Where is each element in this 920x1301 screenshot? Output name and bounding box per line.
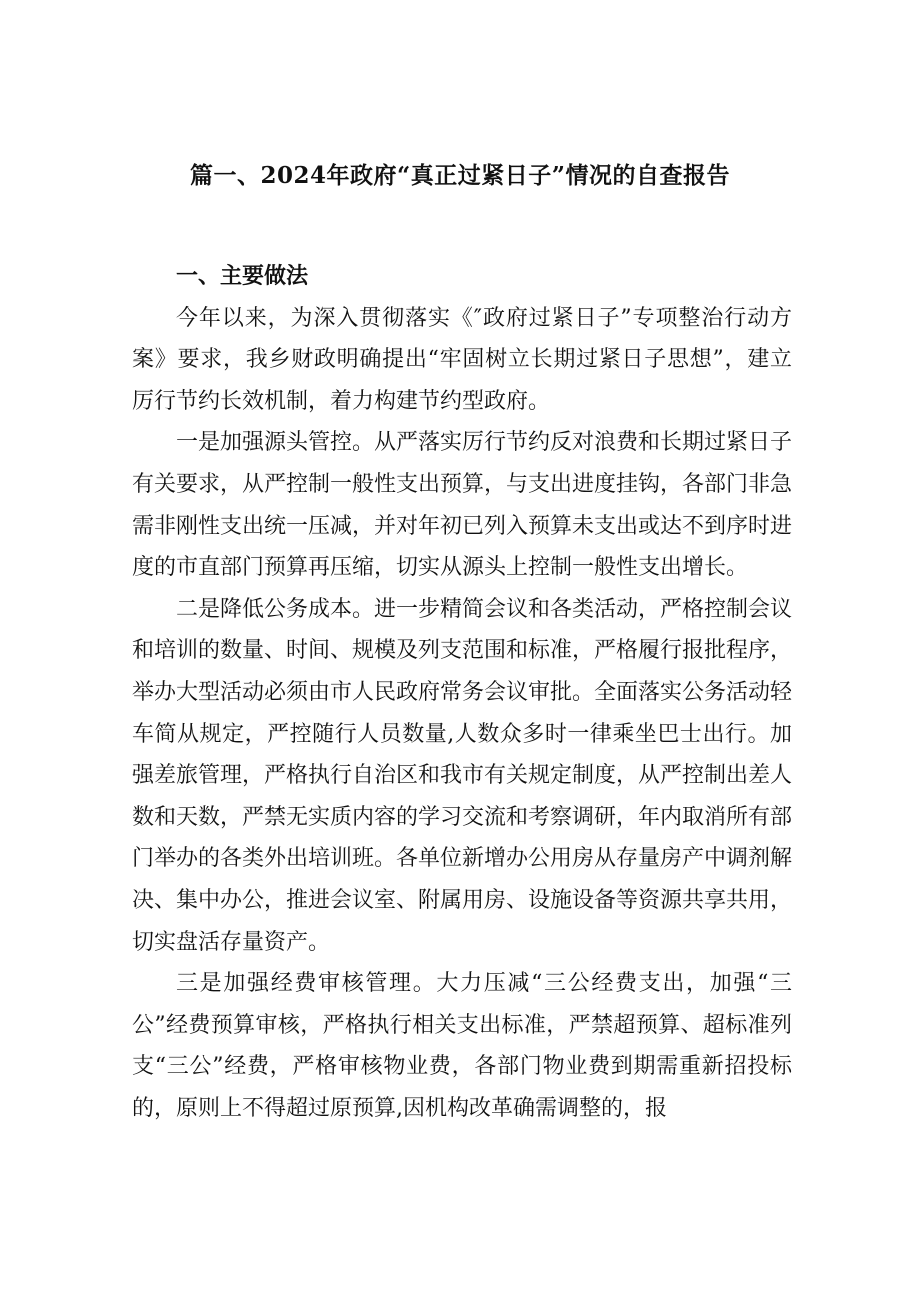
paragraph-expense-review: 三是加强经费审核管理。大力压减“三公经费支出，加强“三公”经费预算审核，严格执行相关支出标准，严禁超预算、超标准列支“三公”经费，严格审核物业费，各部门物业费到期需重新招投标的，原则上不得超过原预算,因机构改革确需调整的，报 <box>132 971 792 1121</box>
document-title: 篇一、2024年政府“真正过紧日子”情况的自查报告 <box>190 162 730 189</box>
document-body <box>132 256 792 1129</box>
section-heading: 一、主要做法 <box>176 263 309 289</box>
paragraph-cost-reduction: 二是降低公务成本。进一步精简会议和各类活动，严格控制会议和培训的数量、时间、规模及列支范围和标准，严格履行报批程序，举办大型活动必须由市人民政府常务会议审批。全面落实公务活动轻车简从规定，严控随行人员数量,人数众多时一律乘坐巴士出行。加强差旅管理，严格执行自治区和我市有关规定制度，从严控制出差人数和天数，严禁无实质内容的学习交流和考察调研，年内取消所有部门举办的各类外出培训班。各单位新增办公用房从存量房产中调剂解决、集中办公，推进会议室、附属用房、设施设备等资源共享共用，切实盘活存量资产。 <box>132 596 793 955</box>
paragraph-source-control: 一是加强源头管控。从严落实厉行节约反对浪费和长期过紧日子有关要求，从严控制一般性支出预算，与支出进度挂钩，各部门非急需非刚性支出统一压减，并对年初已列入预算未支出或达不到序时进度的市直部门预算再压缩，切实从源头上控制一般性支出增长。 <box>132 430 793 581</box>
paragraph-intro: 今年以来，为深入贯彻落实《″政府过紧日子”专项整治行动方案》要求，我乡财政明确提出“牢固树立长期过紧日子思想”，建立厉行节约长效机制，着力构建节约型政府。 <box>132 305 792 414</box>
